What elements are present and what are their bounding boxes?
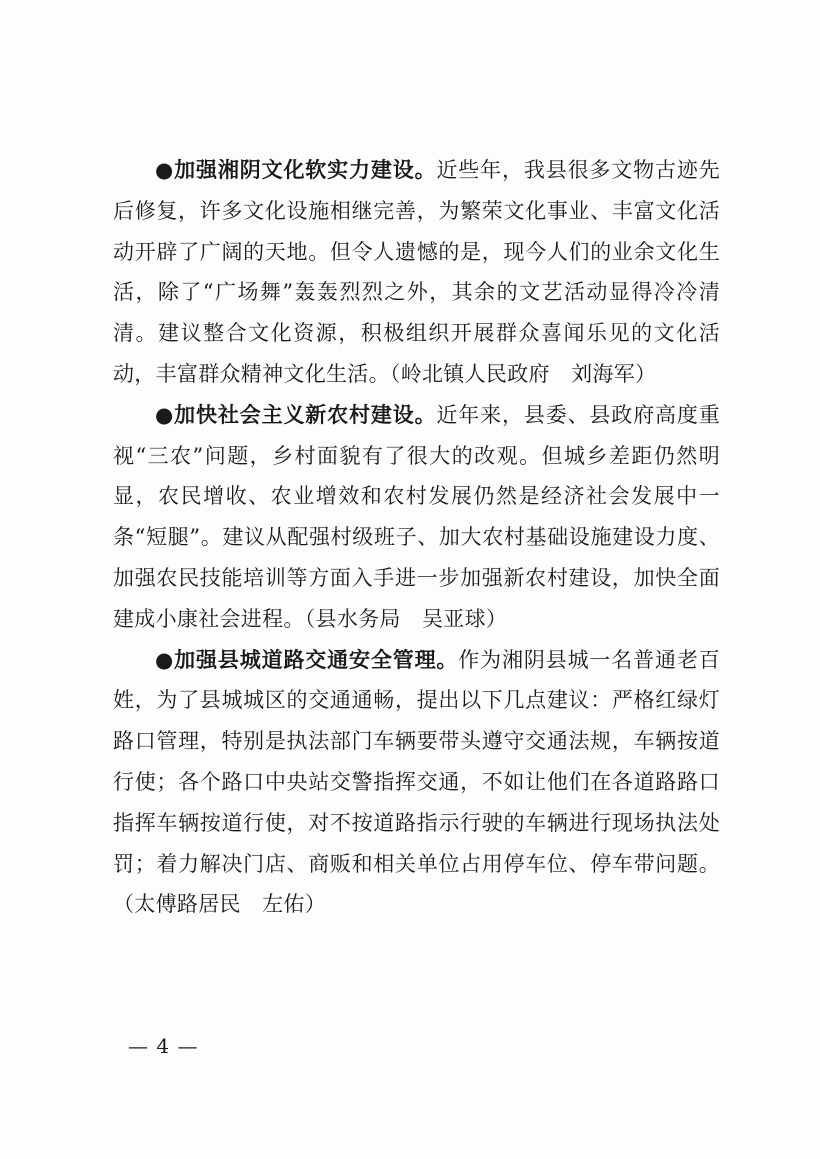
proposal-signature-2: （县水务局 吴亚球） (304, 606, 508, 631)
proposal-body-2: 近年来，县委、县政府高度重视“三农”问题，乡村面貌有了很大的改观。但城乡差距仍然明显，农民增收、农业增效和农村发展仍然是经济社会发展中一条“短腿”。建议从配强村级班子、加大农村基础设施建设力度、加强农民技能培训等方面入手进一步加强新农村建设，加快全面建成小康社会进程。 (113, 402, 720, 631)
proposal-body-1: 近些年，我县很多文物古迹先后修复，许多文化设施相继完善，为繁荣文化事业、丰富文化活动开辟了广阔的天地。但令人遗憾的是，现今人们的业余文化生活，除了“广场舞”轰轰烈烈之外，其余的文艺活动显得冷冷清清。建议整合文化资源，积极组织开展群众喜闻乐见的文化活动，丰富群众精神文化生活。 (113, 158, 720, 386)
proposal-title-1: ●加强湘阴文化软实力建设。 (155, 157, 437, 182)
proposal-signature-1: （岭北镇人民政府 刘海军） (389, 361, 657, 386)
proposal-paragraph-1 (113, 150, 720, 395)
proposal-title-3: ●加强县城道路交通安全管理。 (155, 646, 459, 672)
proposal-signature-3: （太傅路居民 左佑） (113, 892, 326, 917)
document-body (113, 150, 720, 925)
proposal-paragraph-3 (113, 640, 720, 926)
proposal-title-2: ●加快社会主义新农村建设。 (155, 401, 437, 427)
proposal-paragraph-2 (113, 395, 720, 640)
proposal-body-3: 作为湘阴县城一名普通老百姓，为了县城城区的交通通畅，提出以下几点建议：严格红绿灯路口管理，特别是执法部门车辆要带头遵守交通法规，车辆按道行使；各个路口中央站交警指挥交通，不如让他们在各道路路口指挥车辆按道行使，对不按道路指示行驶的车辆进行现场执法处罚；着力解决门店、商贩和相关单位占用停车位、停车带问题。 (113, 647, 720, 876)
page-number: — 4 — (128, 1034, 199, 1058)
